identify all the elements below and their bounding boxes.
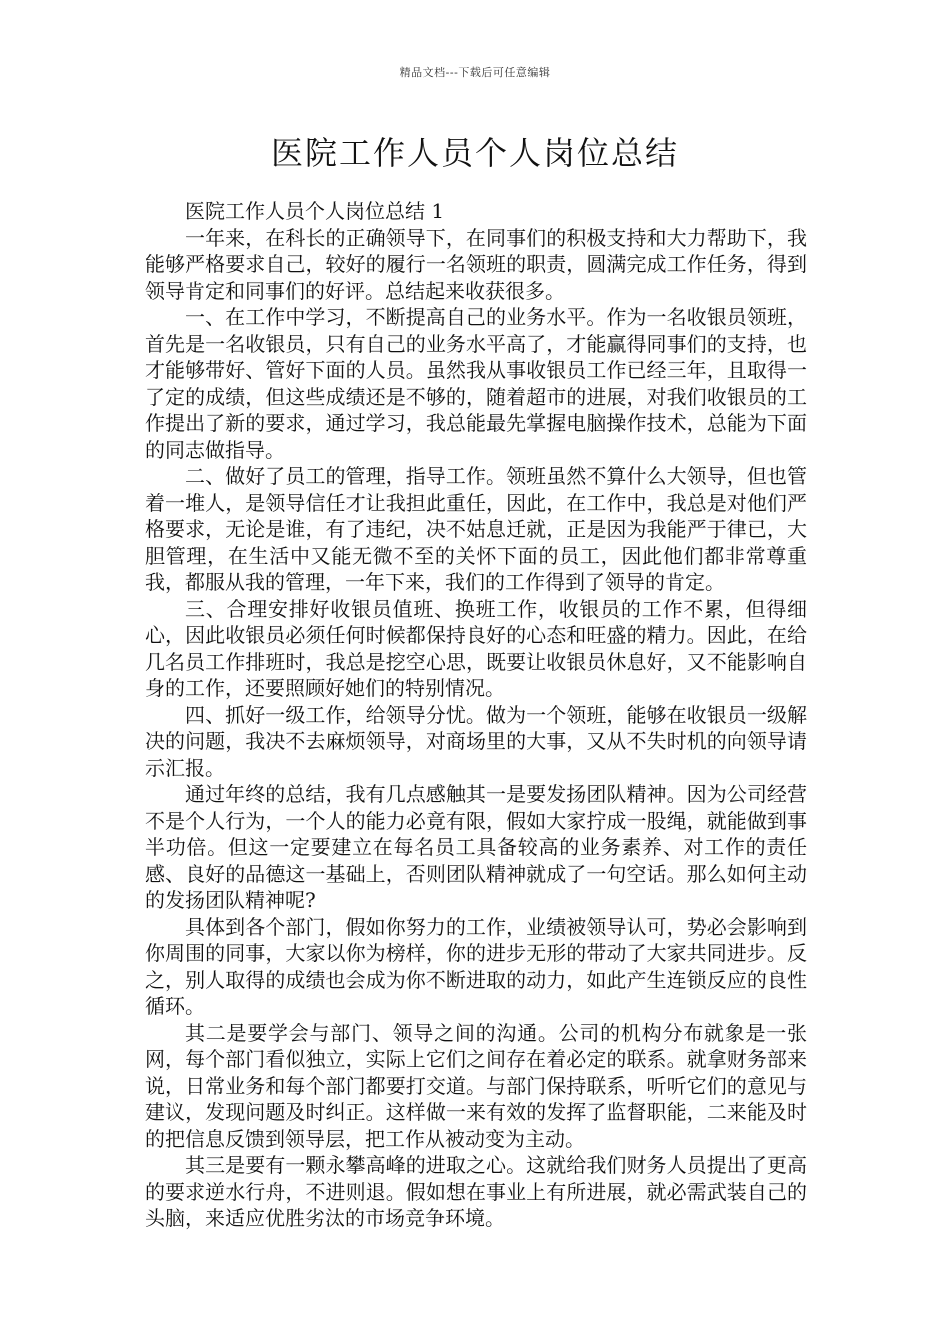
paragraph: 二、做好了员工的管理，指导工作。领班虽然不算什么大领导，但也管着一堆人，是领导信任才让我担此重任，因此，在工作中，我总是对他们严格要求，无论是谁，有了违纪，决不姑息迁就，正是因为我能严于律已，大胆管理，在生活中又能无微不至的关怀下面的员工，因此他们都非常尊重我，都服从我的管理，一年下来，我们的工作得到了领导的肯定。: [145, 464, 807, 594]
document-body: [145, 198, 807, 1232]
paragraph: 具体到各个部门，假如你努力的工作，业绩被领导认可，势必会影响到你周围的同事，大家以你为榜样，你的进步无形的带动了大家共同进步。反之，别人取得的成绩也会成为你不断进取的动力，如此产生连锁反应的良性循环。: [145, 914, 807, 1018]
page-header-note: 精品文档---下载后可任意编辑: [399, 66, 551, 79]
document-title: 医院工作人员个人岗位总结: [270, 134, 679, 172]
paragraph: 通过年终的总结，我有几点感触其一是要发扬团队精神。因为公司经营不是个人行为，一个人的能力必竟有限，假如大家拧成一股绳，就能做到事半功倍。但这一定要建立在每名员工具备较高的业务素养、对工作的责任感、良好的品德这一基础上，否则团队精神就成了一句空话。那么如何主动的发扬团队精神呢?: [145, 782, 807, 912]
paragraph: 其三是要有一颗永攀高峰的进取之心。这就给我们财务人员提出了更高的要求逆水行舟，不进则退。假如想在事业上有所进展，就必需武装自己的头脑，来适应优胜劣汰的市场竞争环境。: [145, 1153, 807, 1230]
section-subtitle: 医院工作人员个人岗位总结 1: [185, 199, 445, 223]
paragraph: 三、合理安排好收银员值班、换班工作，收银员的工作不累，但得细心，因此收银员必须任何时候都保持良好的心态和旺盛的精力。因此，在给几名员工作排班时，我总是挖空心思，既要让收银员休息好，又不能影响自身的工作，还要照顾好她们的特别情况。: [145, 596, 807, 700]
paragraph: 其二是要学会与部门、领导之间的沟通。公司的机构分布就象是一张网，每个部门看似独立，实际上它们之间存在着必定的联系。就拿财务部来说，日常业务和每个部门都要打交道。与部门保持联系，听听它们的意见与建议，发现问题及时纠正。这样做一来有效的发挥了监督职能，二来能及时的把信息反馈到领导层，把工作从被动变为主动。: [145, 1020, 807, 1151]
paragraph: 一年来，在科长的正确领导下，在同事们的积极支持和大力帮助下，我能够严格要求自己，较好的履行一名领班的职责，圆满完成工作任务，得到领导肯定和同事们的好评。总结起来收获很多。: [145, 225, 807, 303]
paragraph: 一、在工作中学习，不断提高自己的业务水平。作为一名收银员领班，首先是一名收银员，只有自己的业务水平高了，才能赢得同事们的支持，也才能够带好、管好下面的人员。虽然我从事收银员工作已经三年，且取得一了定的成绩，但这些成绩还是不够的，随着超市的进展，对我们收银员的工作提出了新的要求，通过学习，我总能最先掌握电脑操作技术，总能为下面的同志做指导。: [145, 305, 807, 462]
paragraph: 四、抓好一级工作，给领导分忧。做为一个领班，能够在收银员一级解决的问题，我决不去麻烦领导，对商场里的大事，又从不失时机的向领导请示汇报。: [145, 702, 807, 780]
